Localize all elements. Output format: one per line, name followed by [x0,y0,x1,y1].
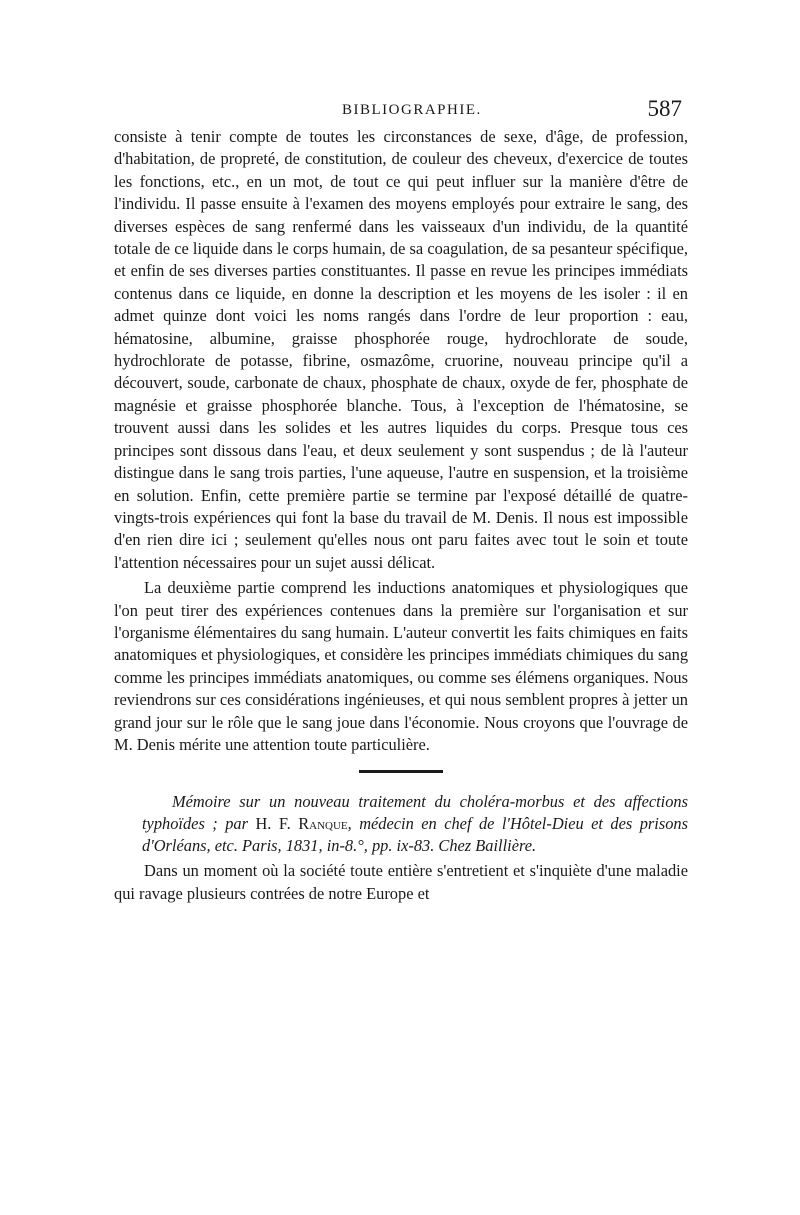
page-body [114,126,688,908]
entry-author-surname: Ranque [298,814,348,834]
page-number: 587 [647,96,682,121]
page-header [112,96,682,130]
bibliographic-entry [114,791,688,857]
paragraph: consiste à tenir compte de toutes les circonstances de sexe, d'âge, de profession, d'habitation, de propreté, de constitution, de couleur des cheveux, d'exercice de toutes les fonctions, etc., en un mot, de tout ce qui peut influer sur la manière d'être de l'individu. Il passe ensuite à l'examen des moyens employés pour extraire le sang, des diverses espèces de sang renfermé dans les vaisseaux d'un individu, de la quantité totale de ce liquide dans le corps humain, de sa coagulation, de sa pesanteur spécifique, et enfin de ses diverses parties constituantes. Il passe en revue les principes immédiats contenus dans ce liquide, en donne la description et les moyens de les isoler : il en admet quinze dont voici les noms rangés dans l'ordre de leur proportion : eau, hématosine, albumine, graisse phosphorée rouge, hydrochlorate de soude, hydrochlorate de potasse, fibrine, osmazôme, cruorine, nouveau principe qu'il a découvert, soude, carbonate de chaux, phosphate de chaux, oxyde de fer, phosphate de magnésie et graisse phosphorée blanche. Tous, à l'exception de l'hématosine, se trouvent aussi dans les solides et les autres liquides du corps. Presque tous ces principes sont dissous dans l'eau, et deux seulement y sont suspendus ; de là l'auteur distingue dans le sang trois parties, l'une aqueuse, l'autre en suspension, et la troisième en solution. Enfin, cette première partie se termine par l'exposé détaillé de quatre-vingts-trois expériences qui font la base du travail de M. Denis. Il nous est impossible d'en rien dire ici ; seulement qu'elles nous ont paru faites avec tout le soin et toute l'attention nécessaires pour un sujet aussi délicat. [114,127,688,572]
paragraph: Dans un moment où la société toute entière s'entretient et s'inquiète d'une maladie qui ravage plusieurs contrées de notre Europe et [114,861,688,903]
entry-author-initials: H. F. [255,814,299,834]
paragraph: La deuxième partie comprend les inductions anatomiques et physiologiques que l'on peut tirer des expériences contenues dans la première sur l'organisation et sur l'organisme élémentaires du sang humain. L'auteur convertit les faits chimiques en faits anatomiques et physiologiques, et considère les principes immédiats chimiques du sang comme les principes immédiats anatomiques, ou comme ses élémens organiques. Nous reviendrons sur ces considérations ingénieuses, et qui nous semblent propres à jetter un grand jour sur le rôle que le sang joue dans l'économie. Nous croyons que l'ouvrage de M. Denis mérite une attention toute particulière. [114,578,689,754]
running-head: BIBLIOGRAPHIE. [342,102,482,118]
entry-title: Mémoire sur un nouveau traitement du choléra-morbus et des affections typhoïdes ; par [142,792,688,834]
entry-details: , médecin en chef de l'Hôtel-Dieu et des prisons d'Orléans, etc. Paris, 1831, in-8.°, pp. ix-83. Chez Baillière. [142,814,689,856]
section-divider [359,770,443,773]
